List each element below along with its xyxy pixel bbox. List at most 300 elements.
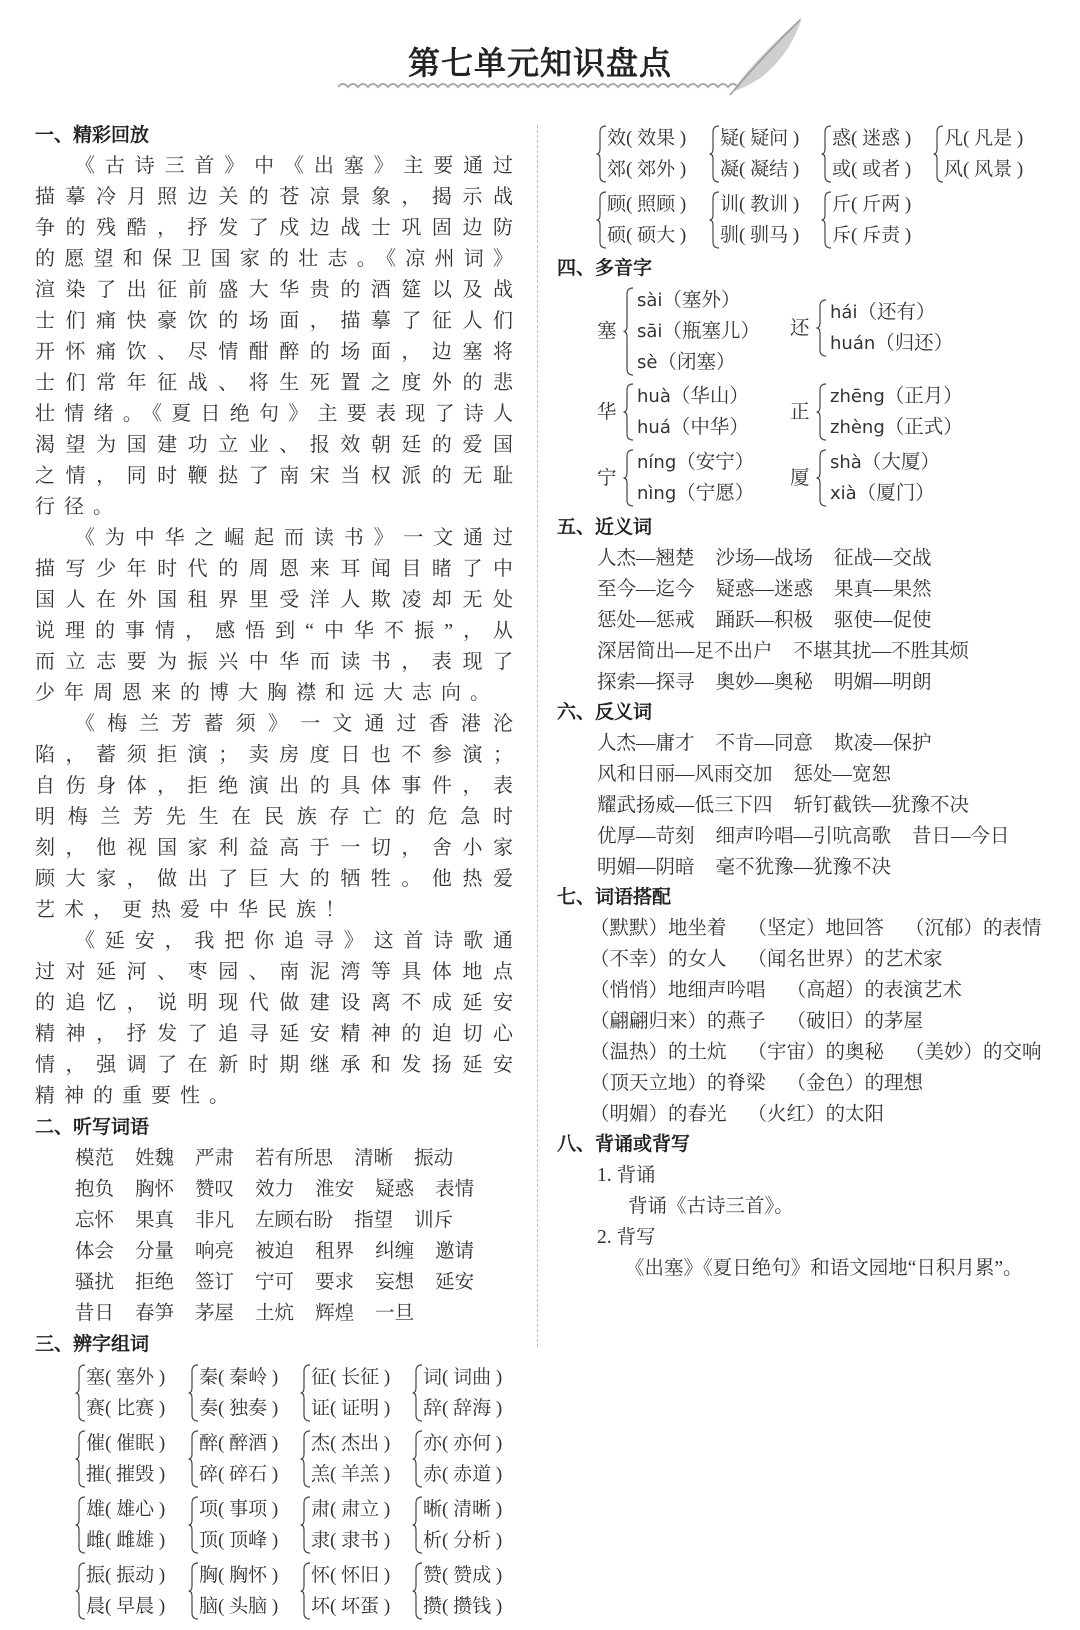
char-word-pair: 顶( 顶峰 ) [199, 1530, 279, 1551]
list-entry: 疑惑—迷惑 [715, 579, 814, 600]
example-word: 安宁 [695, 452, 735, 473]
curly-brace-icon [816, 299, 827, 357]
list-row [590, 944, 964, 975]
char-word-pair: 赞( 赞成 ) [423, 1565, 503, 1586]
example-word: 厦门 [876, 483, 916, 504]
char-word-pair: 催( 催眠 ) [86, 1433, 166, 1454]
polyphone-char: 还 [790, 317, 810, 339]
group-rows [423, 1428, 502, 1490]
readings [830, 447, 940, 509]
group-rows [86, 1494, 165, 1556]
curly-brace-icon [75, 1364, 86, 1422]
word: 塞外 [116, 1367, 155, 1388]
pinyin: nìng [637, 483, 677, 504]
paragraph: 《为中华之崛起而读书》一文通过描写少年时代的周恩来耳闻目睹了中国人在外国租界里受洋人欺凌却无处说理的事情，感悟到“中华不振”，从而立志要为振兴中华而读书，表现了少年周恩来的博大胸襟和远大志向。 [35, 527, 522, 704]
char: 赛 [86, 1398, 106, 1419]
char-word-pair: 碎( 碎石 ) [199, 1464, 279, 1485]
list-entry: （顶天立地）的脊梁 [590, 1073, 766, 1094]
column-divider [537, 125, 538, 1347]
word: 凝结 [750, 159, 789, 180]
word: 头脑 [229, 1596, 268, 1617]
example-word: 归还 [894, 333, 934, 354]
dictation-word: 体会 [75, 1241, 115, 1262]
group-rows [311, 1362, 390, 1424]
dictation-word: 表情 [435, 1179, 475, 1200]
char: 亦 [423, 1433, 443, 1454]
dictation-word: 纠缠 [375, 1241, 415, 1262]
word: 照顾 [637, 194, 676, 215]
section-heading: 二、听写词语 [35, 1117, 150, 1138]
char: 斤 [832, 194, 852, 215]
char: 秦 [199, 1367, 219, 1388]
polyphone-char: 正 [790, 401, 810, 423]
word: 羊羔 [341, 1464, 380, 1485]
example-word: 瓶塞儿 [681, 321, 741, 342]
reading: hái（还有） [830, 302, 936, 323]
char-word-pair: 脑( 头脑 ) [199, 1596, 279, 1617]
list-row [590, 913, 1063, 944]
reading: shà（大厦） [830, 452, 940, 473]
char: 惑 [832, 128, 852, 149]
reading: zhèng（正式） [830, 417, 963, 438]
word: 顶峰 [229, 1530, 268, 1551]
group-rows [311, 1494, 390, 1556]
dictation-word: 辉煌 [315, 1303, 355, 1324]
curly-brace-icon [596, 191, 607, 249]
char-word-pair: 效( 效果 ) [607, 128, 687, 149]
char: 雄 [86, 1499, 106, 1520]
reading: sè（闭塞） [637, 352, 736, 373]
list-row [597, 821, 1031, 852]
recite-text: 背诵《古诗三首》。 [628, 1196, 794, 1217]
list-entry: 沙场—战场 [715, 548, 814, 569]
dictation-word: 春笋 [135, 1303, 175, 1324]
char: 顾 [607, 194, 627, 215]
word-row [35, 1236, 522, 1267]
char: 斥 [832, 225, 852, 246]
feather-icon [722, 12, 812, 97]
readings [830, 297, 953, 359]
list-entry: （美妙）的交响 [905, 1042, 1042, 1063]
word: 胸怀 [229, 1565, 268, 1586]
list-entry: 征战—交战 [834, 548, 932, 569]
list-entry: 探索—探寻 [597, 672, 695, 693]
list-entry: （破旧）的茅屋 [786, 1011, 924, 1032]
dictation-word: 宁可 [255, 1272, 295, 1293]
char-word-pair: 赛( 比赛 ) [86, 1398, 166, 1419]
dictation-word: 拒绝 [135, 1272, 175, 1293]
char-distinction-groups [35, 1362, 522, 1630]
list-entry: 果真—果然 [834, 579, 932, 600]
group-rows [832, 189, 911, 251]
list-row [597, 667, 953, 698]
char-word-pair: 斤( 斤两 ) [832, 194, 912, 215]
group-rows [199, 1560, 278, 1622]
pinyin: huà [637, 386, 671, 407]
char: 塞 [86, 1367, 106, 1388]
curly-brace-icon [412, 1562, 423, 1620]
curly-brace-icon [300, 1364, 311, 1422]
char-word-pair: 怀( 怀旧 ) [311, 1565, 391, 1586]
list-row [590, 1068, 944, 1099]
list-entry: （火红）的太阳 [747, 1104, 885, 1125]
curly-brace-icon [188, 1562, 199, 1620]
dictation-word: 严肃 [195, 1148, 235, 1169]
dictation-word: 胸怀 [135, 1179, 175, 1200]
curly-brace-icon [300, 1430, 311, 1488]
word: 赞成 [453, 1565, 492, 1586]
example-word: 大厦 [881, 452, 921, 473]
char-word-pair: 凡( 凡是 ) [944, 128, 1024, 149]
pinyin: sài [637, 290, 663, 311]
char: 风 [944, 159, 964, 180]
polyphone-item [597, 381, 777, 443]
dictation-word: 被迫 [255, 1241, 295, 1262]
word: 清晰 [453, 1499, 492, 1520]
char: 醉 [199, 1433, 219, 1454]
char: 疑 [720, 128, 740, 149]
paragraph: 《延安，我把你追寻》这首诗歌通过对延河、枣园、南泥湾等具体地点的追忆，说明现代做建设离不成延安精神，抒发了追寻延安精神的迫切心情，强调了在新时期继承和发扬延安精神的重要性。 [35, 930, 522, 1107]
dictation-word: 妄想 [375, 1272, 415, 1293]
word: 斤两 [862, 194, 901, 215]
char: 杰 [311, 1433, 331, 1454]
char: 郊 [607, 159, 627, 180]
char-word-pair: 郊( 郊外 ) [607, 159, 687, 180]
polyphone-item [597, 285, 777, 378]
char: 晰 [423, 1499, 443, 1520]
list-entry: （宇宙）的奥秘 [747, 1042, 885, 1063]
write-label: 2. 背写 [597, 1227, 656, 1248]
list-entry: （金色）的理想 [786, 1073, 924, 1094]
paragraph: 《梅兰芳蓄须》一文通过香港沦陷，蓄须拒演；卖房度日也不参演；自伤身体，拒绝演出的具体事件，表明梅兰芳先生在民族存亡的危急时刻，他视国家利益高于一切，舍小家顾大家，做出了巨大的牺牲。他热爱艺术，更热爱中华民族！ [35, 713, 522, 921]
reading: sài（塞外） [637, 290, 741, 311]
curly-brace-icon [596, 125, 607, 183]
word: 词曲 [453, 1367, 492, 1388]
word: 辞海 [453, 1398, 492, 1419]
dictation-word: 一旦 [375, 1303, 415, 1324]
list-entry: 明媚—阴暗 [597, 857, 695, 878]
word: 长征 [341, 1367, 380, 1388]
curly-brace-icon [188, 1496, 199, 1554]
curly-brace-icon [709, 191, 720, 249]
reading: huà（华山） [637, 386, 749, 407]
polyphone-char: 塞 [597, 321, 617, 342]
dictation-word: 骚扰 [75, 1272, 115, 1293]
char: 析 [423, 1530, 443, 1551]
list-entry: 至今—迄今 [597, 579, 695, 600]
curly-brace-icon [188, 1364, 199, 1422]
pinyin: shà [830, 452, 862, 473]
curly-brace-icon [623, 287, 634, 376]
char: 肃 [311, 1499, 331, 1520]
char-word-pair: 杰( 杰出 ) [311, 1433, 391, 1454]
char-word-pair: 词( 词曲 ) [423, 1367, 503, 1388]
reading: sāi（瓶塞儿） [637, 321, 760, 342]
list-entry: （闻名世界）的艺术家 [747, 949, 943, 970]
section-heading: 五、近义词 [557, 517, 653, 538]
dictation-word: 要求 [315, 1272, 355, 1293]
list-entry: （坚定）地回答 [747, 918, 885, 939]
list-entry: 明媚—明朗 [834, 672, 932, 693]
list-row [597, 605, 953, 636]
group-rows [199, 1494, 278, 1556]
group-rows [607, 123, 686, 185]
char-word-pair: 驯( 驯马 ) [720, 225, 800, 246]
dictation-word: 茅屋 [195, 1303, 235, 1324]
group-rows [423, 1560, 502, 1622]
word: 效果 [637, 128, 676, 149]
readings [637, 381, 749, 443]
char: 驯 [720, 225, 740, 246]
char: 顶 [199, 1530, 219, 1551]
paragraph: 《古诗三首》中《出塞》主要通过描摹冷月照边关的苍凉景象，揭示战争的残酷，抒发了戍边战士巩固边防的愿望和保卫国家的壮志。《凉州词》渲染了出征前盛大华贵的酒筵以及战士们痛快豪饮的场面，描摹了征人们开怀痛饮、尽情酣醉的场面，边塞将士们常年征战、将生死置之度外的悲壮情绪。《夏日绝句》主要表现了诗人渴望为国建功立业、报效朝廷的爱国之情，同时鞭挞了南宋当权派的无耻行径。 [35, 155, 522, 518]
curly-brace-icon [709, 125, 720, 183]
word: 怀旧 [341, 1565, 380, 1586]
recite-label: 1. 背诵 [597, 1165, 656, 1186]
curly-brace-icon [75, 1430, 86, 1488]
dictation-word: 左顾右盼 [255, 1210, 334, 1231]
example-word: 宁愿 [695, 483, 735, 504]
char-word-pair: 征( 长征 ) [311, 1367, 391, 1388]
char-word-pair: 雄( 雄心 ) [86, 1499, 166, 1520]
list-entry: 毫不犹豫—犹豫不决 [715, 857, 892, 878]
group-rows [832, 123, 911, 185]
example-word: 塞外 [681, 290, 721, 311]
char: 证 [311, 1398, 331, 1419]
example-word: 正式 [904, 417, 944, 438]
dictation-word: 忘怀 [75, 1210, 115, 1231]
polyphone-item [790, 381, 970, 443]
dictation-word: 昔日 [75, 1303, 115, 1324]
curly-brace-icon [933, 125, 944, 183]
word-row [35, 1205, 522, 1236]
dictation-word: 签订 [195, 1272, 235, 1293]
section-heading: 四、多音字 [557, 258, 653, 279]
char: 奏 [199, 1398, 219, 1419]
list-row [590, 975, 983, 1006]
word: 比赛 [116, 1398, 155, 1419]
reading: níng（安宁） [637, 452, 755, 473]
char: 或 [832, 159, 852, 180]
group-rows [86, 1362, 165, 1424]
word: 秦岭 [229, 1367, 268, 1388]
word: 早晨 [116, 1596, 155, 1617]
example-word: 中华 [690, 417, 730, 438]
char: 辞 [423, 1398, 443, 1419]
char-word-pair: 或( 或者 ) [832, 159, 912, 180]
list-entry: （沉郁）的表情 [905, 918, 1042, 939]
dictation-word: 非凡 [195, 1210, 235, 1231]
pinyin: huán [830, 333, 876, 354]
char-word-pair: 奏( 独奏 ) [199, 1398, 279, 1419]
example-word: 正月 [904, 386, 944, 407]
group-rows [86, 1560, 165, 1622]
group-rows [607, 189, 686, 251]
word: 迷惑 [862, 128, 901, 149]
curly-brace-icon [623, 449, 634, 507]
word: 肃立 [341, 1499, 380, 1520]
pinyin: níng [637, 452, 677, 473]
dictation-word: 疑惑 [375, 1179, 415, 1200]
char: 怀 [311, 1565, 331, 1586]
char: 碎 [199, 1464, 219, 1485]
char-word-pair: 塞( 塞外 ) [86, 1367, 166, 1388]
char-word-pair: 赤( 赤道 ) [423, 1464, 503, 1485]
list-entry: 驱使—促使 [834, 610, 932, 631]
dictation-word: 租界 [315, 1241, 355, 1262]
list-entry: 踊跃—积极 [715, 610, 814, 631]
word: 斥责 [862, 225, 901, 246]
char-word-pair: 亦( 亦何 ) [423, 1433, 503, 1454]
word: 教训 [750, 194, 789, 215]
word: 杰出 [341, 1433, 380, 1454]
word: 硕大 [637, 225, 676, 246]
list-entry: （翩翩归来）的燕子 [590, 1011, 766, 1032]
page-title: 第七单元知识盘点 [407, 45, 672, 81]
reading: huán（归还） [830, 333, 954, 354]
char: 凡 [944, 128, 964, 149]
polyphone-char: 厦 [790, 467, 810, 489]
char-word-pair: 秦( 秦岭 ) [199, 1367, 279, 1388]
list-row [597, 543, 953, 574]
char-word-pair: 晨( 早晨 ) [86, 1596, 166, 1617]
word-row [35, 1143, 522, 1174]
polyphone-item [790, 447, 970, 509]
reading: nìng（宁愿） [637, 483, 755, 504]
word: 疑问 [750, 128, 789, 149]
curly-brace-icon [300, 1496, 311, 1554]
list-entry: 不肯—同意 [715, 733, 814, 754]
word: 独奏 [229, 1398, 268, 1419]
char: 词 [423, 1367, 443, 1388]
example-word: 闭塞 [676, 352, 716, 373]
word: 碎石 [229, 1464, 268, 1485]
word: 事项 [229, 1499, 268, 1520]
char-word-pair: 摧( 摧毁 ) [86, 1464, 166, 1485]
char: 训 [720, 194, 740, 215]
dictation-word: 赞叹 [195, 1179, 235, 1200]
reading: huá（中华） [637, 417, 749, 438]
group-rows [720, 123, 799, 185]
list-row [590, 1006, 944, 1037]
list-entry: （悄悄）地细声吟唱 [590, 980, 766, 1001]
dictation-word: 模范 [75, 1148, 115, 1169]
dictation-word: 响亮 [195, 1241, 235, 1262]
word: 风景 [974, 159, 1013, 180]
dictation-word: 抱负 [75, 1179, 115, 1200]
list-entry: 风和日丽—风雨交加 [597, 764, 773, 785]
char: 硕 [607, 225, 627, 246]
char-word-pair: 晰( 清晰 ) [423, 1499, 503, 1520]
char-word-pair: 雌( 雌雄 ) [86, 1530, 166, 1551]
dictation-word: 土炕 [255, 1303, 295, 1324]
word-row [35, 1267, 522, 1298]
word: 亦何 [453, 1433, 492, 1454]
word: 摧毁 [116, 1464, 155, 1485]
pinyin: sāi [637, 321, 663, 342]
char-word-pair: 训( 教训 ) [720, 194, 800, 215]
curly-brace-icon [412, 1364, 423, 1422]
char: 催 [86, 1433, 106, 1454]
curly-brace-icon [816, 383, 827, 441]
pinyin: zhèng [830, 417, 885, 438]
char: 坏 [311, 1596, 331, 1617]
word: 驯马 [750, 225, 789, 246]
dictation-word: 淮安 [315, 1179, 355, 1200]
group-rows [311, 1428, 390, 1490]
section-heading: 六、反义词 [557, 702, 653, 723]
section-heading: 一、精彩回放 [35, 125, 150, 146]
list-entry: 惩处—宽恕 [793, 764, 892, 785]
char-word-pair: 羔( 羊羔 ) [311, 1464, 391, 1485]
wavy-underline [338, 80, 738, 94]
curly-brace-icon [75, 1562, 86, 1620]
section-heading: 八、背诵或背写 [557, 1134, 691, 1155]
char-word-pair: 风( 风景 ) [944, 159, 1024, 180]
polyphone-char: 华 [597, 401, 617, 423]
char: 隶 [311, 1530, 331, 1551]
reading: zhēng（正月） [830, 386, 963, 407]
word-row [35, 1174, 522, 1205]
group-rows [199, 1362, 278, 1424]
word: 赤道 [453, 1464, 492, 1485]
list-entry: （明媚）的春光 [590, 1104, 727, 1125]
list-entry: 细声吟唱—引吭高歌 [715, 826, 892, 847]
word: 分析 [453, 1530, 492, 1551]
char-word-pair: 析( 分析 ) [423, 1530, 503, 1551]
pinyin: sè [637, 352, 658, 373]
word: 凡是 [974, 128, 1013, 149]
list-row [597, 636, 990, 667]
dictation-word: 清晰 [354, 1148, 394, 1169]
dictation-word: 振动 [414, 1148, 454, 1169]
list-entry: （不幸）的女人 [590, 949, 727, 970]
curly-brace-icon [75, 1496, 86, 1554]
dictation-word: 邀请 [435, 1241, 475, 1262]
dictation-words [35, 1143, 522, 1329]
list-entry: 不堪其扰—不胜其烦 [793, 641, 970, 662]
reading: xià（厦门） [830, 483, 935, 504]
char-word-pair: 斥( 斥责 ) [832, 225, 912, 246]
curly-brace-icon [821, 191, 832, 249]
list-entry: 斩钉截铁—犹豫不决 [793, 795, 970, 816]
readings [830, 381, 963, 443]
list-row [597, 790, 990, 821]
readings [637, 447, 754, 509]
word: 雄心 [116, 1499, 155, 1520]
char: 凝 [720, 159, 740, 180]
pinyin: huá [637, 417, 671, 438]
curly-brace-icon [412, 1430, 423, 1488]
list-entry: 耀武扬威—低三下四 [597, 795, 773, 816]
group-rows [199, 1428, 278, 1490]
dictation-word: 延安 [435, 1272, 475, 1293]
write-text: 《出塞》《夏日绝句》和语文园地“日积月累”。 [625, 1258, 1023, 1279]
word: 催眠 [116, 1433, 155, 1454]
char: 胸 [199, 1565, 219, 1586]
list-row [597, 574, 953, 605]
list-entry: 人杰—庸才 [597, 733, 695, 754]
group-rows [423, 1494, 502, 1556]
list-row [597, 852, 912, 883]
char-word-pair: 醉( 醉酒 ) [199, 1433, 279, 1454]
word: 攒钱 [453, 1596, 492, 1617]
left-column [35, 120, 522, 1630]
dictation-word: 果真 [135, 1210, 175, 1231]
list-entry: 深居简出—足不出户 [597, 641, 773, 662]
char-word-pair: 顾( 照顾 ) [607, 194, 687, 215]
word-row [35, 1298, 522, 1329]
